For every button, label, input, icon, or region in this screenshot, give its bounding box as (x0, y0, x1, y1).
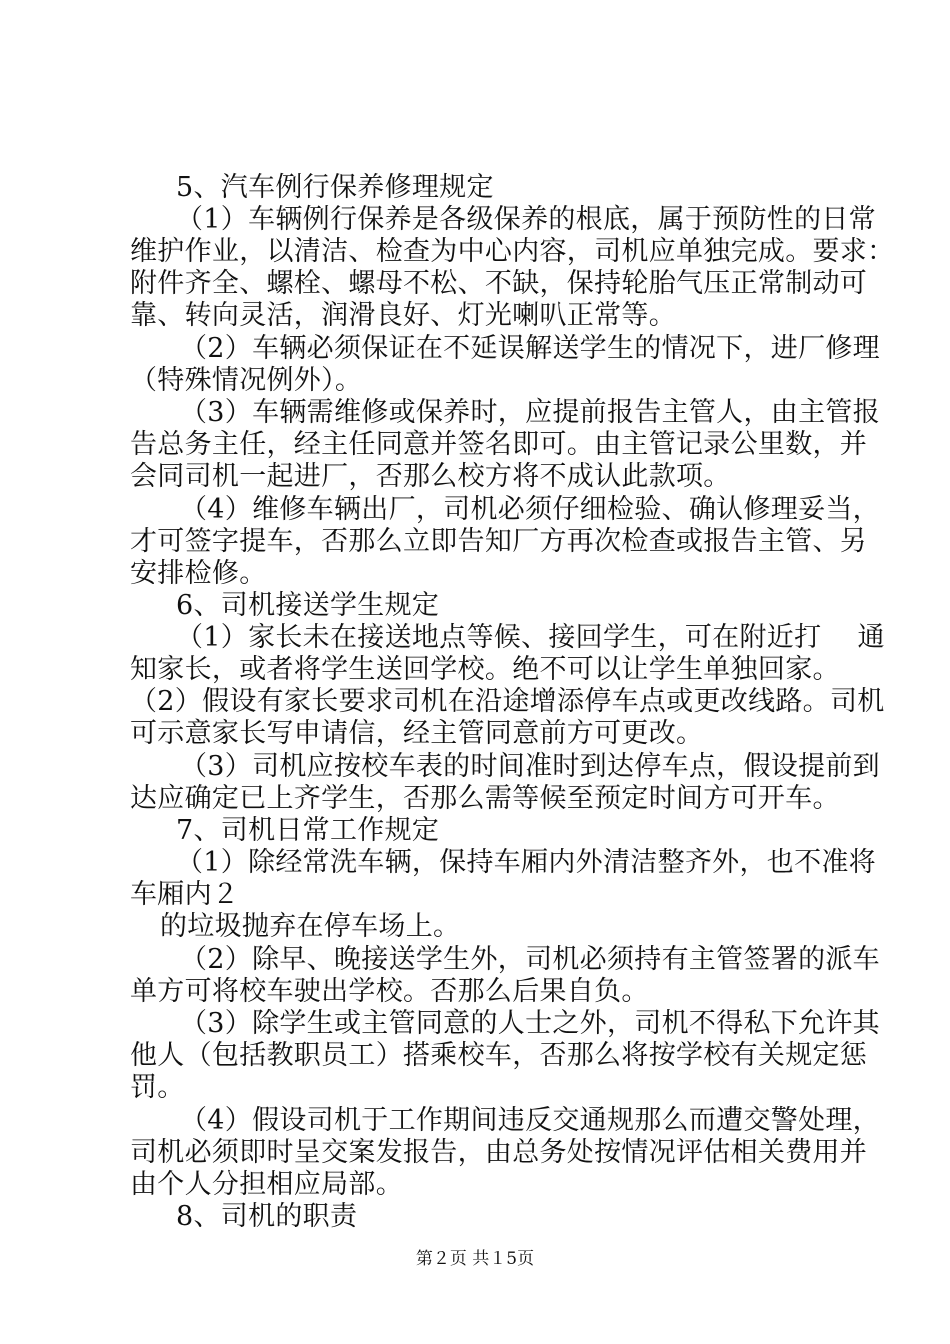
page-footer: 第２页 共１5页 (415, 1249, 535, 1269)
paragraph-line: （3）车辆需维修或保养时，应提前报告主管人，由主管报 (180, 397, 880, 428)
paragraph-line: （1）车辆例行保养是各级保养的根底，属于预防性的日常 (176, 204, 876, 235)
paragraph-line: 车厢内２ (130, 879, 240, 910)
paragraph-line: （4）假设司机于工作期间违反交通规那么而遭交警处理， (180, 1105, 880, 1136)
paragraph-line: 达应确定已上齐学生，否那么需等候至预定时间方可开车。 (130, 783, 840, 814)
paragraph-line: 他人（包括教职员工）搭乘校车，否那么将按学校有关规定惩 (130, 1040, 868, 1071)
paragraph-line: 附件齐全、螺栓、螺母不松、不缺，保持轮胎气压正常制动可 (130, 268, 868, 299)
paragraph-line: 可示意家长写申请信，经主管同意前方可更改。 (130, 718, 704, 749)
paragraph-line: （3）司机应按校车表的时间准时到达停车点，假设提前到 (180, 751, 880, 782)
paragraph-line: 司机必须即时呈交案发报告，由总务处按情况评估相关费用并 (130, 1137, 868, 1168)
section-heading: 6、司机接送学生规定 (176, 590, 440, 621)
paragraph-line: （2）车辆必须保证在不延误解送学生的情况下，进厂修理 (180, 333, 880, 364)
paragraph-line: （特殊情况例外）。 (130, 365, 363, 396)
paragraph-line: （1）家长未在接送地点等候、接回学生，可在附近打 通 (176, 622, 885, 653)
paragraph-line: （2）除早、晚接送学生外，司机必须持有主管签署的派车 (180, 944, 880, 975)
paragraph-line: （4）维修车辆出厂，司机必须仔细检验、确认修理妥当， (180, 494, 880, 525)
paragraph-line: 的垃圾抛弃在停车场上。 (160, 911, 461, 942)
paragraph-line: （1）除经常洗车辆，保持车厢内外清洁整齐外，也不准将 (176, 847, 876, 878)
section-heading: 5、汽车例行保养修理规定 (176, 172, 494, 203)
paragraph-line: 单方可将校车驶出学校。否那么后果自负。 (130, 976, 649, 1007)
paragraph-line: 知家长，或者将学生送回学校。绝不可以让学生单独回家。 (130, 654, 840, 685)
section-heading: 8、司机的职责 (176, 1201, 358, 1232)
paragraph-line: 靠、转向灵活，润滑良好、灯光喇叭正常等。 (130, 300, 676, 331)
section-heading: 7、司机日常工作规定 (176, 815, 440, 846)
paragraph-line: （3）除学生或主管同意的人士之外，司机不得私下允许其 (180, 1008, 880, 1039)
paragraph-line: 告总务主任，经主任同意并签名即可。由主管记录公里数，并 (130, 429, 868, 460)
paragraph-line: 才可签字提车，否那么立即告知厂方再次检查或报告主管、另 (130, 526, 868, 557)
paragraph-line: （2）假设有家长要求司机在沿途增添停车点或更改线路。司机 (130, 686, 885, 717)
paragraph-line: 会同司机一起进厂，否那么校方将不成认此款项。 (130, 461, 731, 492)
paragraph-line: 维护作业，以清洁、检查为中心内容，司机应单独完成。要求： (130, 236, 895, 267)
paragraph-line: 由个人分担相应局部。 (130, 1169, 403, 1200)
paragraph-line: 安排检修。 (130, 558, 267, 589)
paragraph-line: 罚。 (130, 1072, 185, 1103)
